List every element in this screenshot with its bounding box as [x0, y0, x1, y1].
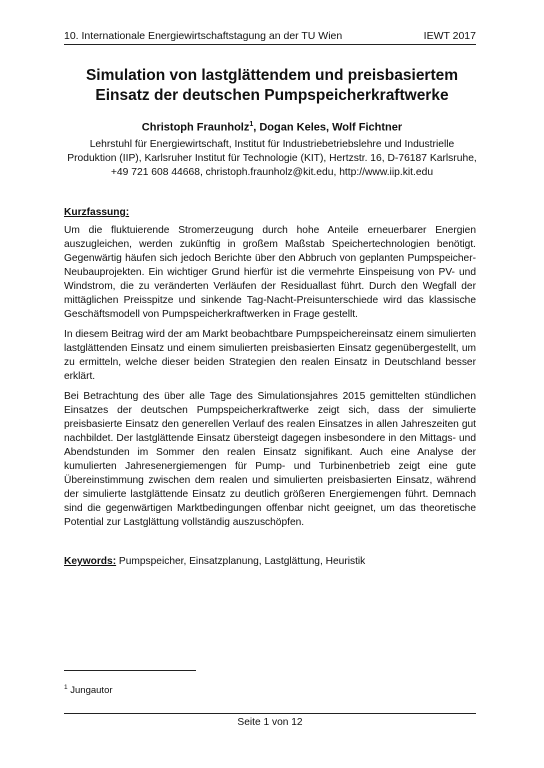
keywords-text: Pumpspeicher, Einsatzplanung, Lastglättung, Heuristik — [116, 556, 366, 567]
abstract-paragraph-3: Bei Betrachtung des über alle Tage des Simulationsjahres 2015 gemittelten stündlichen Einsatzes der deutschen Pumpspeicherkraftwerke zeigt sich, dass der simulierte preisbasierte Einsatz den generellen Verlauf des realen Einsatzes in allen Jahreszeiten gut nachbildet. Der lastglättende Einsatz übersteigt dagegen insbesondere in den Mittags- und Abendstunden im Sommer den realen Einsatz signifikant. Auch eine Analyse der kumulierten Jahresenergiemengen für Pump- und Turbinenbetrieb zeigt eine gute Übereinstimmung zwischen dem realen und simulierten preisbasierten Einsatz, während der simulierte lastglättende Einsatz zu deutlich größeren Energiemengen führt. Demnach sind die gegenwärtigen Marktbedingungen offenbar nicht geeignet, um das theoretische Potential zur Lastglättung vollständig auszuschöpfen. — [64, 391, 476, 528]
affiliation — [40, 138, 504, 180]
title-line-1: Simulation von lastglättendem und preisbasiertem — [85, 67, 459, 84]
footnote-text: Jungautor — [67, 685, 113, 697]
paper-title — [40, 66, 504, 106]
abstract-heading: Kurzfassung: — [64, 207, 130, 218]
abstract-section — [64, 206, 476, 536]
footnote-mark: 1 — [64, 684, 68, 691]
author-first: Christoph Fraunholz — [141, 121, 250, 134]
author-others: , Dogan Keles, Wolf Fichtner — [253, 121, 403, 134]
running-header — [64, 30, 476, 45]
affiliation-line-1: Lehrstuhl für Energiewirtschaft, Institut für Industriebetriebslehre und Industrielle — [89, 139, 455, 150]
title-line-2: Einsatz der deutschen Pumpspeicherkraftwerke — [95, 87, 449, 104]
author-list — [40, 121, 504, 134]
affiliation-line-2: Produktion (IIP), Karlsruher Institut für Technologie (KIT), Hertzstr. 16, D-76187 Karlsruhe, — [67, 153, 477, 164]
abstract-paragraph-2: In diesem Beitrag wird der am Markt beobachtbare Pumpspeichereinsatz einem simulierten lastglättenden Einsatz und einem simulierten preisbasierten Einsatz gegenübergestellt, um zu ermitteln, welche dieser beiden Strategien den realen Einsatz in Deutschland besser erklärt. — [64, 329, 476, 382]
affiliation-line-3: +49 721 608 44668, christoph.fraunholz@kit.edu, http://www.iip.kit.edu — [110, 167, 434, 178]
footnote-divider — [64, 670, 196, 671]
footer-divider — [64, 713, 476, 714]
keywords-label: Keywords: — [64, 556, 117, 567]
header-short-title: IEWT 2017 — [423, 30, 476, 42]
author-footnote-mark: 1 — [249, 121, 254, 128]
keywords-line — [64, 556, 476, 567]
header-conference: 10. Internationale Energiewirtschaftstagung an der TU Wien — [64, 30, 343, 42]
footnote — [64, 684, 113, 696]
abstract-paragraph-1: Um die fluktuierende Stromerzeugung durch hohe Anteile erneuerbarer Energien auszugleichen, werden zukünftig in großem Maßstab Speichertechnologien benötigt. Gegenwärtig häufen sich jedoch Berichte über den Abbruch von geplanten Pumpspeicher-Neubauprojekten. Ein wichtiger Grund hierfür ist die vermehrte Einspeisung von PV- und Windstrom, die zu veränderten Verläufen der Residuallast führt. Durch den Wegfall der mittäglichen Preisspitze und sinkende Tag-Nacht-Preisunterschiede wird das klassische Geschäftsmodell von Pumpspeicherkraftwerken in Frage gestellt. — [64, 225, 476, 320]
page-number: Seite 1 von 12 — [237, 717, 303, 728]
